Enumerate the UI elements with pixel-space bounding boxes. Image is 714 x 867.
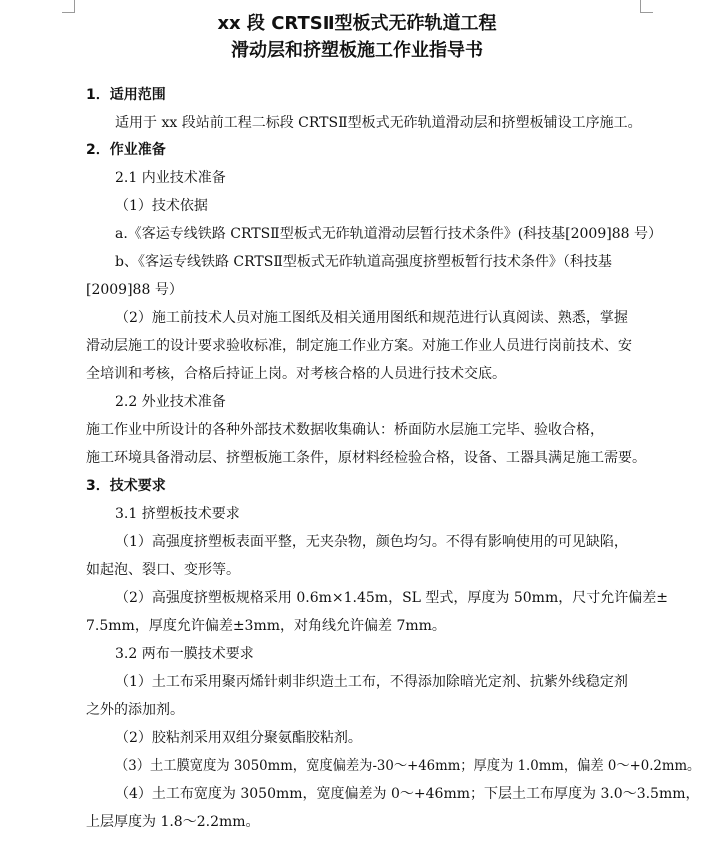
section-2-1-heading: 2.1 内业技术准备 [115,170,226,186]
section-3-2-item-4-line2: 上层厚度为 1.8～2.2mm。 [86,814,260,830]
section-3-2-item-4-line1: （4）土工布宽度为 3050mm，宽度偏差为 0～+46mm；下层土工布厚度为 3.0～3.5mm， [115,786,700,802]
section-3-1-item-1-line1: （1）高强度挤塑板表面平整，无夹杂物，颜色均匀。不得有影响使用的可见缺陷， [115,534,628,550]
section-3-2-item-1-line2: 之外的添加剂。 [86,702,184,718]
section-3-1-heading: 3.1 挤塑板技术要求 [115,506,240,522]
section-2-2-line1: 施工作业中所设计的各种外部技术数据收集确认：桥面防水层施工完毕、验收合格， [86,422,604,438]
section-3-2-item-1-line1: （1）土工布采用聚丙烯针刺非织造土工布，不得添加除暗光定剂、抗紫外线稳定剂 [115,674,628,690]
section-2-1-item-2-line2: 滑动层施工的设计要求验收标准，制定施工作业方案。对施工作业人员进行岗前技术、安 [86,338,632,354]
section-2-1-ref-b-line1: b、《客运专线铁路 CRTSⅡ型板式无砟轨道高强度挤塑板暂行技术条件》（科技基 [115,254,612,270]
section-3-2-item-2: （2）胶粘剂采用双组分聚氨酯胶粘剂。 [115,730,362,746]
section-3-heading: 3．技术要求 [86,478,166,494]
document-title-line1: xx 段 CRTSⅡ型板式无砟轨道工程 [217,13,497,34]
section-3-2-heading: 3.2 两布一膜技术要求 [115,646,254,662]
section-2-1-item-2-line3: 全培训和考核，合格后持证上岗。对考核合格的人员进行技术交底。 [86,366,506,382]
document-title-line2: 滑动层和挤塑板施工作业指导书 [231,40,483,61]
section-1-text: 适用于 xx 段站前工程二标段 CRTSⅡ型板式无砟轨道滑动层和挤塑板铺设工序施工。 [115,115,642,131]
section-2-1-item-2-line1: （2）施工前技术人员对施工图纸及相关通用图纸和规范进行认真阅读、熟悉，掌握 [115,310,628,326]
section-3-2-item-3: （3）土工膜宽度为 3050mm，宽度偏差为-30～+46mm；厚度为 1.0mm，偏差 0～+0.2mm。 [115,758,701,774]
section-2-2-heading: 2.2 外业技术准备 [115,394,226,410]
section-2-heading: 2．作业准备 [86,142,166,158]
section-1-heading: 1．适用范围 [86,87,166,103]
section-3-1-item-2-line2: 7.5mm，厚度允许偏差±3mm，对角线允许偏差 7mm。 [86,618,446,634]
section-2-1-ref-a: a.《客运专线铁路 CRTSⅡ型板式无砟轨道滑动层暂行技术条件》(科技基[2009]88 号） [115,226,662,242]
section-2-2-line2: 施工环境具备滑动层、挤塑板施工条件，原材料经检验合格，设备、工器具满足施工需要。 [86,450,646,466]
section-3-1-item-1-line2: 如起泡、裂口、变形等。 [86,562,240,578]
section-2-1-ref-b-line2: [2009]88 号） [86,282,183,298]
section-3-1-item-2-line1: （2）高强度挤塑板规格采用 0.6m×1.45m，SL 型式，厚度为 50mm，尺寸允许偏差± [115,590,668,606]
section-2-1-item-1: （1）技术依据 [115,198,208,214]
